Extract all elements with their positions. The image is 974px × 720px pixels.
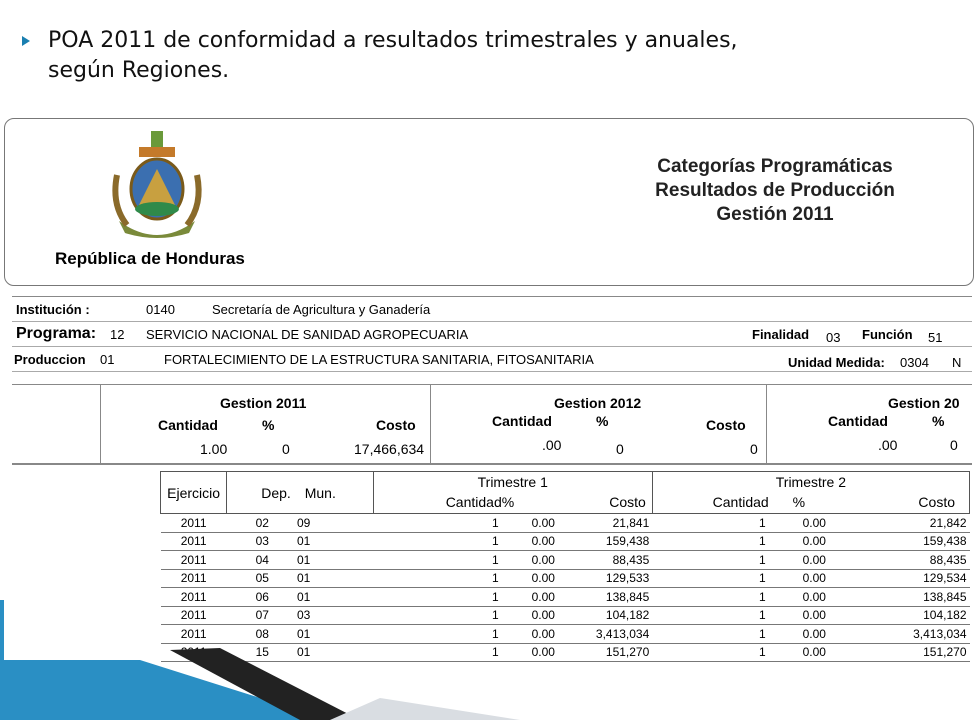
produccion-label: Produccion [14, 352, 86, 367]
institucion-row [12, 297, 972, 322]
t2-cantidad-cell: 1 [652, 532, 768, 551]
unidad-value: 0304 [900, 355, 929, 370]
ejercicio-cell: 2011 [161, 551, 227, 570]
mun-cell: 09 [283, 514, 373, 533]
gestion-2011 [100, 389, 430, 461]
programa-label: Programa: [16, 325, 97, 342]
ejercicio-cell: 2011 [161, 569, 227, 588]
costo-label: Costo [706, 417, 746, 433]
t2-costo-cell: 21,842 [829, 514, 970, 533]
t2-costo-cell: 151,270 [829, 643, 970, 662]
pct-value: 0 [616, 441, 624, 457]
t1-cantidad-cell: 1 [373, 551, 501, 570]
t1-costo-cell: 138,845 [558, 588, 652, 607]
t1-pct-header: % [502, 492, 558, 514]
cantidad-value: .00 [542, 437, 562, 453]
report-title-line: Resultados de Producción [655, 180, 895, 201]
t1-costo-header: Costo [558, 492, 652, 514]
light-swoosh [330, 698, 520, 720]
produccion-row [12, 347, 972, 372]
cantidad-label: Cantidad [828, 413, 888, 429]
slide-title-text: POA 2011 de conformidad a resultados trimestrales y anuales, según Regiones. [48, 28, 738, 83]
ejercicio-cell: 2011 [161, 532, 227, 551]
dep-cell: 04 [227, 551, 283, 570]
pct-label: % [262, 417, 275, 433]
t1-pct-cell: 0.00 [502, 606, 558, 625]
info-table [12, 296, 972, 372]
gestion-title: Gestion 2011 [220, 395, 307, 411]
t1-pct-cell: 0.00 [502, 532, 558, 551]
gestion-2013 [766, 389, 966, 461]
dep-cell: 15 [227, 643, 283, 662]
unidad-label: Unidad Medida: [788, 355, 885, 370]
t1-pct-cell: 0.00 [502, 514, 558, 533]
ejercicio-cell: 2011 [161, 514, 227, 533]
t1-costo-cell: 129,533 [558, 569, 652, 588]
finalidad-label: Finalidad [752, 327, 810, 342]
programa-name: SERVICIO NACIONAL DE SANIDAD AGROPECUARIA [146, 327, 469, 342]
unidad-extra: N [952, 355, 962, 370]
t2-cantidad-cell: 1 [652, 606, 768, 625]
pct-label: % [596, 413, 609, 429]
cantidad-value: .00 [878, 437, 898, 453]
t2-pct-header: % [769, 492, 829, 514]
t1-costo-cell: 104,182 [558, 606, 652, 625]
triangle-bullet-icon [22, 36, 30, 46]
t2-costo-header: Costo [829, 492, 970, 514]
t1-cantidad-cell: 1 [373, 606, 501, 625]
report-titles [605, 155, 945, 227]
dep-mun-header [227, 472, 374, 514]
t2-cantidad-cell: 1 [652, 551, 768, 570]
pct-value: 0 [282, 441, 290, 457]
produccion-code: 01 [100, 352, 115, 367]
t1-cantidad-cell: 1 [373, 532, 501, 551]
costo-label: Costo [376, 417, 416, 433]
mun-cell: 03 [283, 606, 373, 625]
cantidad-label: Cantidad [492, 413, 552, 429]
mun-cell: 01 [283, 588, 373, 607]
t1-costo-cell: 21,841 [558, 514, 652, 533]
t2-costo-cell: 3,413,034 [829, 625, 970, 644]
funcion-value: 51 [928, 330, 943, 345]
mun-cell: 01 [283, 643, 373, 662]
t2-costo-cell: 159,438 [829, 532, 970, 551]
t2-pct-cell: 0.00 [769, 532, 829, 551]
t2-costo-cell: 88,435 [829, 551, 970, 570]
mun-cell: 01 [283, 625, 373, 644]
gestion-title: Gestion 20 [888, 395, 960, 411]
slide-title [22, 26, 922, 86]
institucion-label: Institución : [16, 302, 90, 317]
t2-costo-cell: 129,534 [829, 569, 970, 588]
ejercicio-cell: 2011 [161, 625, 227, 644]
t1-cantidad-cell: 1 [373, 569, 501, 588]
t2-costo-cell: 104,182 [829, 606, 970, 625]
table-row [161, 532, 970, 551]
mun-header: Mun. [304, 484, 336, 501]
cantidad-value: 1.00 [200, 441, 228, 457]
report-header [4, 118, 974, 286]
programa-row [12, 322, 972, 347]
costo-value: 17,466,634 [354, 441, 425, 457]
t2-pct-cell: 0.00 [769, 588, 829, 607]
pct-value: 0 [950, 437, 958, 453]
t1-pct-cell: 0.00 [502, 569, 558, 588]
t2-pct-cell: 0.00 [769, 643, 829, 662]
report-title-line: Gestión 2011 [716, 204, 834, 225]
t2-pct-cell: 0.00 [769, 606, 829, 625]
table-row [161, 569, 970, 588]
ejercicio-cell: 2011 [161, 606, 227, 625]
trimestre1-header: Trimestre 1 [373, 472, 652, 492]
t2-pct-cell: 0.00 [769, 514, 829, 533]
table-row [161, 551, 970, 570]
dep-cell: 02 [227, 514, 283, 533]
t1-costo-cell: 88,435 [558, 551, 652, 570]
country-label: República de Honduras [55, 249, 245, 268]
ejercicio-cell: 2011 [161, 588, 227, 607]
mun-cell: 01 [283, 569, 373, 588]
t2-cantidad-cell: 1 [652, 588, 768, 607]
dep-cell: 07 [227, 606, 283, 625]
dep-cell: 08 [227, 625, 283, 644]
dep-cell: 06 [227, 588, 283, 607]
t1-cantidad-header: Cantidad [373, 492, 501, 514]
pct-label: % [932, 413, 945, 429]
t2-cantidad-cell: 1 [652, 643, 768, 662]
t2-pct-cell: 0.00 [769, 551, 829, 570]
gestion-2012 [430, 389, 766, 461]
funcion-label: Función [862, 327, 913, 342]
t2-pct-cell: 0.00 [769, 569, 829, 588]
programa-code: 12 [110, 327, 125, 342]
decorative-footer [0, 600, 960, 720]
report-scan [0, 118, 967, 663]
left-accent-bar [0, 600, 4, 660]
dep-header: Dep. [261, 484, 291, 501]
dep-cell: 03 [227, 532, 283, 551]
mun-cell: 01 [283, 532, 373, 551]
cantidad-label: Cantidad [158, 417, 218, 433]
ejercicio-header: Ejercicio [161, 472, 227, 514]
t2-costo-cell: 138,845 [829, 588, 970, 607]
t1-costo-cell: 151,270 [558, 643, 652, 662]
t2-cantidad-cell: 1 [652, 514, 768, 533]
gestion-summary [12, 384, 972, 464]
coat-of-arms-icon [109, 125, 205, 243]
t2-pct-cell: 0.00 [769, 625, 829, 644]
costo-value: 0 [750, 441, 758, 457]
gestion-title: Gestion 2012 [554, 395, 642, 411]
t1-cantidad-cell: 1 [373, 625, 501, 644]
t1-pct-cell: 0.00 [502, 643, 558, 662]
t2-cantidad-cell: 1 [652, 625, 768, 644]
trimestre2-header: Trimestre 2 [652, 472, 969, 492]
table-row [161, 514, 970, 533]
t1-cantidad-cell: 1 [373, 514, 501, 533]
institucion-name: Secretaría de Agricultura y Ganadería [212, 302, 431, 317]
t1-pct-cell: 0.00 [502, 588, 558, 607]
t2-cantidad-cell: 1 [652, 569, 768, 588]
mun-cell: 01 [283, 551, 373, 570]
report-title-line: Categorías Programáticas [657, 156, 893, 177]
t1-costo-cell: 3,413,034 [558, 625, 652, 644]
t2-cantidad-header: Cantidad [652, 492, 768, 514]
t1-cantidad-cell: 1 [373, 643, 501, 662]
finalidad-value: 03 [826, 330, 841, 345]
dep-cell: 05 [227, 569, 283, 588]
t1-cantidad-cell: 1 [373, 588, 501, 607]
t1-pct-cell: 0.00 [502, 625, 558, 644]
produccion-name: FORTALECIMIENTO DE LA ESTRUCTURA SANITARIA, FITOSANITARIA [164, 352, 594, 367]
institucion-code: 0140 [146, 302, 175, 317]
t1-costo-cell: 159,438 [558, 532, 652, 551]
t1-pct-cell: 0.00 [502, 551, 558, 570]
